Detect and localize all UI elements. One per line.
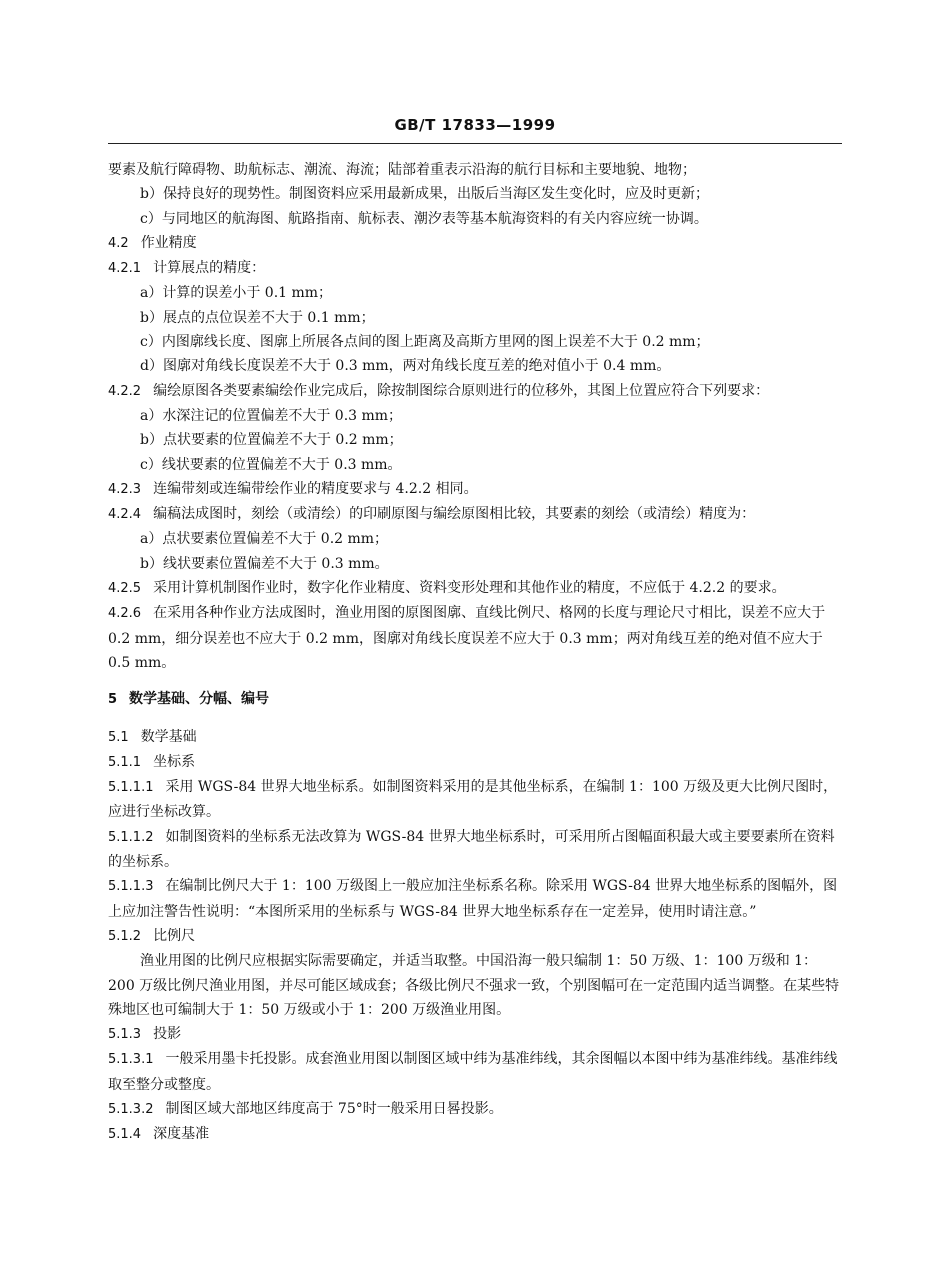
clause-number: 5.1.3 [108, 1027, 142, 1043]
clause-title: 作业精度 [140, 234, 197, 251]
list-item: b）展点的点位误差不大于 0.1 mm； [140, 309, 375, 326]
clause-text: 采用计算机制图作业时，数字化作业精度、资料变形处理和其他作业的精度，不应低于 4.2.2 的要求。 [153, 580, 786, 597]
clause-heading [108, 1122, 842, 1147]
clause-text: 编稿法成图时，刻绘（或清绘）的印刷原图与编绘原图相比较，其要素的刻绘（或清绘）精度为： [153, 506, 756, 523]
clause [108, 1047, 842, 1097]
clause [108, 502, 842, 527]
clause-title: 投影 [153, 1026, 182, 1043]
page-header-standard-number: GB/T 17833—1999 [394, 116, 556, 134]
clause-number: 4.2.4 [108, 507, 142, 523]
clause-title: 坐标系 [153, 753, 196, 770]
clause-text: 在采用各种作业方法成图时，渔业用图的原图图廓、直线比例尺、格网的长度与理论尺寸相比，误差不应大于 0.2 mm，细分误差也不应大于 0.2 mm，图廓对角线长度误差不应大于 0.3 mm；两对角线互差的绝对值不应大于 0.5 mm。 [108, 605, 826, 671]
clause-number: 4.2.3 [108, 481, 142, 497]
clause-text: 连编带刻或连编带绘作业的精度要求与 4.2.2 相同。 [153, 480, 478, 497]
clause-number: 5.1.2 [108, 928, 142, 944]
clause-number: 5.1.1.2 [108, 829, 154, 845]
clause-text: 计算展点的精度： [153, 260, 266, 277]
text-line: 要素及航行障碍物、助航标志、潮流、海流；陆部着重表示沿海的航行目标和主要地貌、地物； [108, 162, 696, 178]
list-item: b）保持良好的现势性。制图资料应采用最新成果，出版后当海区发生变化时，应及时更新； [140, 186, 709, 203]
list-item: c）与同地区的航海图、航路指南、航标表、潮汐表等基本航海资料的有关内容应统一协调。 [140, 210, 708, 227]
clause [108, 576, 842, 601]
clause-title: 比例尺 [153, 927, 196, 944]
list-item: b）线状要素位置偏差不大于 0.3 mm。 [140, 555, 389, 572]
clause-heading [108, 256, 842, 281]
list-item: d）图廓对角线长度误差不大于 0.3 mm，两对角线长度互差的绝对值小于 0.4 mm。 [140, 358, 671, 375]
list-item: a）水深注记的位置偏差不大于 0.3 mm； [140, 407, 403, 424]
paragraph: 渔业用图的比例尺应根据实际需要确定，并适当取整。中国沿海一般只编制 1：50 万级、1：100 万级和 1：200 万级比例尺渔业用图，并尽可能区域成套；各级比例尺不强求一致，个别图幅可在一定范围内适当调整。在某些特殊地区也可编制大于 1：50 万级或小于 1：200 万级渔业用图。 [108, 953, 840, 1018]
document-body [108, 158, 842, 1148]
list-item: b）点状要素的位置偏差不大于 0.2 mm； [140, 432, 403, 449]
clause-number: 5.1.1 [108, 754, 142, 770]
clause [108, 601, 842, 675]
clause-number: 5.1.1.1 [108, 780, 154, 796]
clause-heading [108, 725, 842, 750]
header-rule [108, 143, 842, 144]
section-title: 数学基础、分幅、编号 [129, 691, 270, 708]
clause-text: 制图区域大部地区纬度高于 75°时一般采用日晷投影。 [165, 1100, 503, 1117]
section-number: 5 [108, 692, 118, 708]
clause-title: 数学基础 [140, 728, 197, 745]
clause-text: 在编制比例尺大于 1：100 万级图上一般应加注坐标系名称。除采用 WGS-84 世界大地坐标系的图幅外，图上应加注警告性说明：“本图所采用的坐标系与 WGS-84 世界大地坐标系存在一定差异，使用时请注意。” [108, 878, 838, 920]
clause-number: 5.1 [108, 729, 129, 745]
clause [108, 1097, 842, 1122]
list-item: c）线状要素的位置偏差不大于 0.3 mm。 [140, 456, 402, 473]
clause-heading [108, 750, 842, 775]
clause-text: 一般采用墨卡托投影。成套渔业用图以制图区域中纬为基准纬线，其余图幅以本图中纬为基准纬线。基准纬线取至整分或整度。 [108, 1051, 838, 1093]
clause-number: 5.1.1.3 [108, 879, 154, 895]
list-item: c）内图廓线长度、图廓上所展各点间的图上距离及高斯方里网的图上误差不大于 0.2 mm； [140, 334, 710, 351]
clause [108, 874, 842, 924]
clause [108, 825, 842, 875]
clause [108, 775, 842, 825]
clause-heading [108, 924, 842, 949]
clause-number: 4.2.2 [108, 383, 142, 399]
clause [108, 379, 842, 404]
clause-title: 深度基准 [153, 1126, 210, 1143]
clause-number: 4.2.5 [108, 581, 142, 597]
clause-text: 如制图资料的坐标系无法改算为 WGS-84 世界大地坐标系时，可采用所占图幅面积最大或主要要素所在资料的坐标系。 [108, 828, 835, 871]
clause-number: 5.1.3.1 [108, 1052, 154, 1068]
clause-number: 4.2.6 [108, 606, 142, 622]
clause [108, 477, 842, 502]
list-item: a）点状要素位置偏差不大于 0.2 mm； [140, 531, 389, 548]
clause-heading [108, 1022, 842, 1047]
clause-heading [108, 231, 842, 256]
section-heading [108, 687, 842, 712]
clause-number: 5.1.3.2 [108, 1101, 154, 1117]
clause-number: 5.1.4 [108, 1127, 142, 1143]
clause-number: 4.2 [108, 235, 129, 251]
clause-text: 编绘原图各类要素编绘作业完成后，除按制图综合原则进行的位移外，其图上位置应符合下列要求： [153, 382, 770, 399]
list-item: a）计算的误差小于 0.1 mm； [140, 285, 333, 302]
clause-number: 4.2.1 [108, 261, 142, 277]
clause-text: 采用 WGS-84 世界大地坐标系。如制图资料采用的是其他坐标系，在编制 1：100 万级及更大比例尺图时，应进行坐标改算。 [108, 779, 838, 821]
